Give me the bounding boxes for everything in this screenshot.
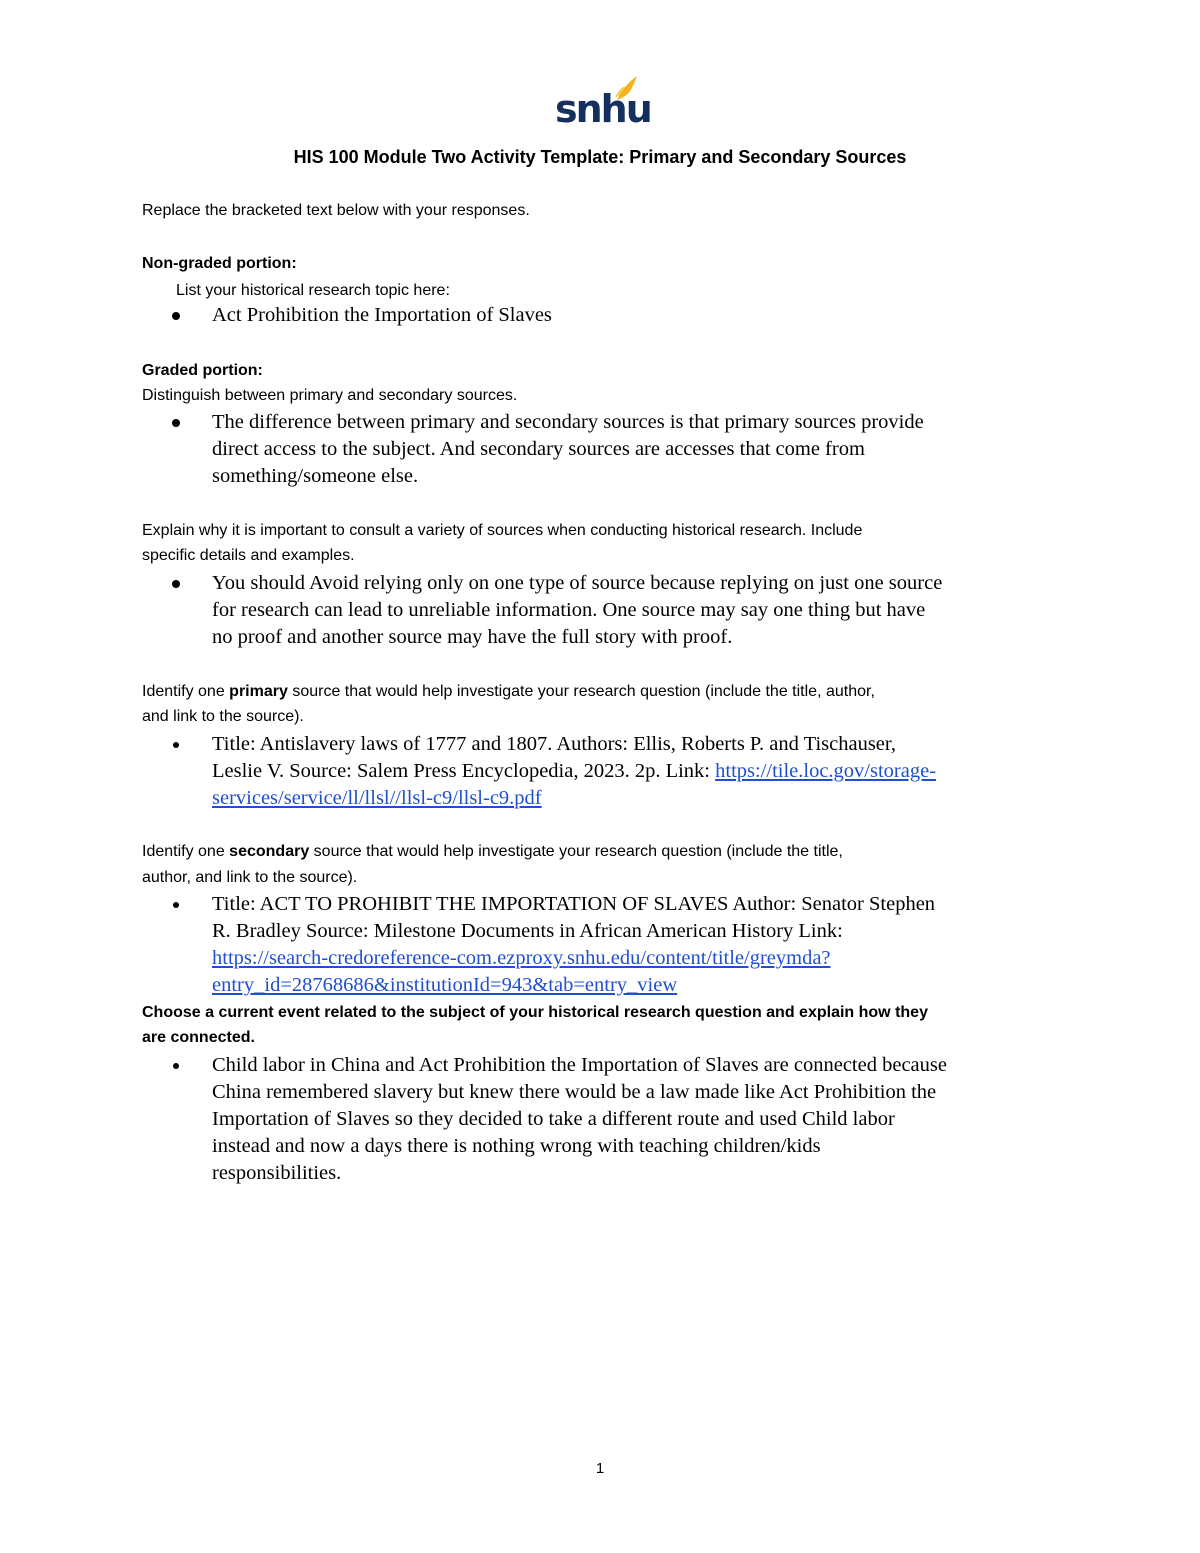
question-2-prompt-line-2: specific details and examples. — [142, 547, 355, 564]
bullet-icon — [173, 742, 179, 748]
question-5-prompt-line-1: Choose a current event related to the subject of your historical research question and explain how they — [142, 1004, 928, 1021]
primary-source-link-continued[interactable]: services/service/ll/llsl//llsl-c9/llsl-c9.pdf — [212, 787, 542, 809]
bullet-icon — [173, 1063, 179, 1069]
question-3-answer: Title: Antislavery laws of 1777 and 1807. Authors: Ellis, Roberts P. and Tischauser, Leslie V. Source: Salem Press Encyclopedia, 2023. 2p. Link: https://tile.loc.gov/storage- services/service/ll/llsl//llsl-c9/llsl-c9.pdf — [212, 733, 937, 809]
question-2-prompt-line-1: Explain why it is important to consult a variety of sources when conducting historical research. Include — [142, 522, 863, 539]
topic-answer: Act Prohibition the Importation of Slaves — [212, 304, 552, 326]
question-5-answer: Child labor in China and Act Prohibition the Importation of Slaves are connected because China remembered slavery but knew there would be a law made like Act Prohibition the Importation of Slaves so they decided to take a different route and used Child labor instead and now a days there is nothing wrong with teaching children/kids responsibilities. — [212, 1054, 947, 1184]
graded-heading: Graded portion: — [142, 362, 263, 379]
bullet-icon — [172, 312, 180, 320]
secondary-source-link[interactable]: https://search-credoreference-com.ezproxy.snhu.edu/content/title/greymda? — [212, 947, 831, 969]
page-title: HIS 100 Module Two Activity Template: Primary and Secondary Sources — [293, 147, 907, 167]
question-2-answer: You should Avoid relying only on one type of source because replying on just one source for research can lead to unreliable information. One source may say one thing but have no proof and another source may have the full story with proof. — [212, 572, 943, 648]
question-4-prompt-line-1: Identify one secondary source that would help investigate your research question (include the title, — [142, 843, 843, 860]
question-5-prompt-line-2: are connected. — [142, 1029, 255, 1046]
secondary-source-link-continued[interactable]: entry_id=28768686&institutionId=943&tab=entry_view — [212, 974, 678, 996]
bullet-icon — [172, 419, 180, 427]
question-1-prompt: Distinguish between primary and secondary sources. — [142, 387, 518, 404]
question-4-answer: Title: ACT TO PROHIBIT THE IMPORTATION OF SLAVES Author: Senator Stephen R. Bradley Source: Milestone Documents in African American History Link: https://search-credoreference-com.ezproxy.snhu.edu/content/title/greymda? entry_id=28768686&institutionId=943&tab=entry_view — [212, 893, 936, 996]
non-graded-heading: Non-graded portion: — [142, 255, 297, 272]
question-3-prompt-line-2: and link to the source). — [142, 708, 304, 725]
page-number: 1 — [595, 1460, 605, 1477]
snhu-logo — [555, 74, 651, 132]
question-3-prompt-line-1: Identify one primary source that would help investigate your research question (include the title, author, — [142, 683, 875, 700]
logo-wordmark: snhu — [555, 87, 651, 131]
bullet-icon — [172, 580, 180, 588]
instructions-text: Replace the bracketed text below with your responses. — [142, 202, 530, 219]
bullet-icon — [173, 902, 179, 908]
question-4-prompt-line-2: author, and link to the source). — [142, 869, 358, 886]
non-graded-prompt: List your historical research topic here: — [176, 282, 450, 299]
primary-source-link[interactable]: https://tile.loc.gov/storage- — [715, 760, 937, 782]
question-1-answer: The difference between primary and secondary sources is that primary sources provide direct access to the subject. And secondary sources are accesses that come from something/someone else. — [212, 411, 924, 487]
